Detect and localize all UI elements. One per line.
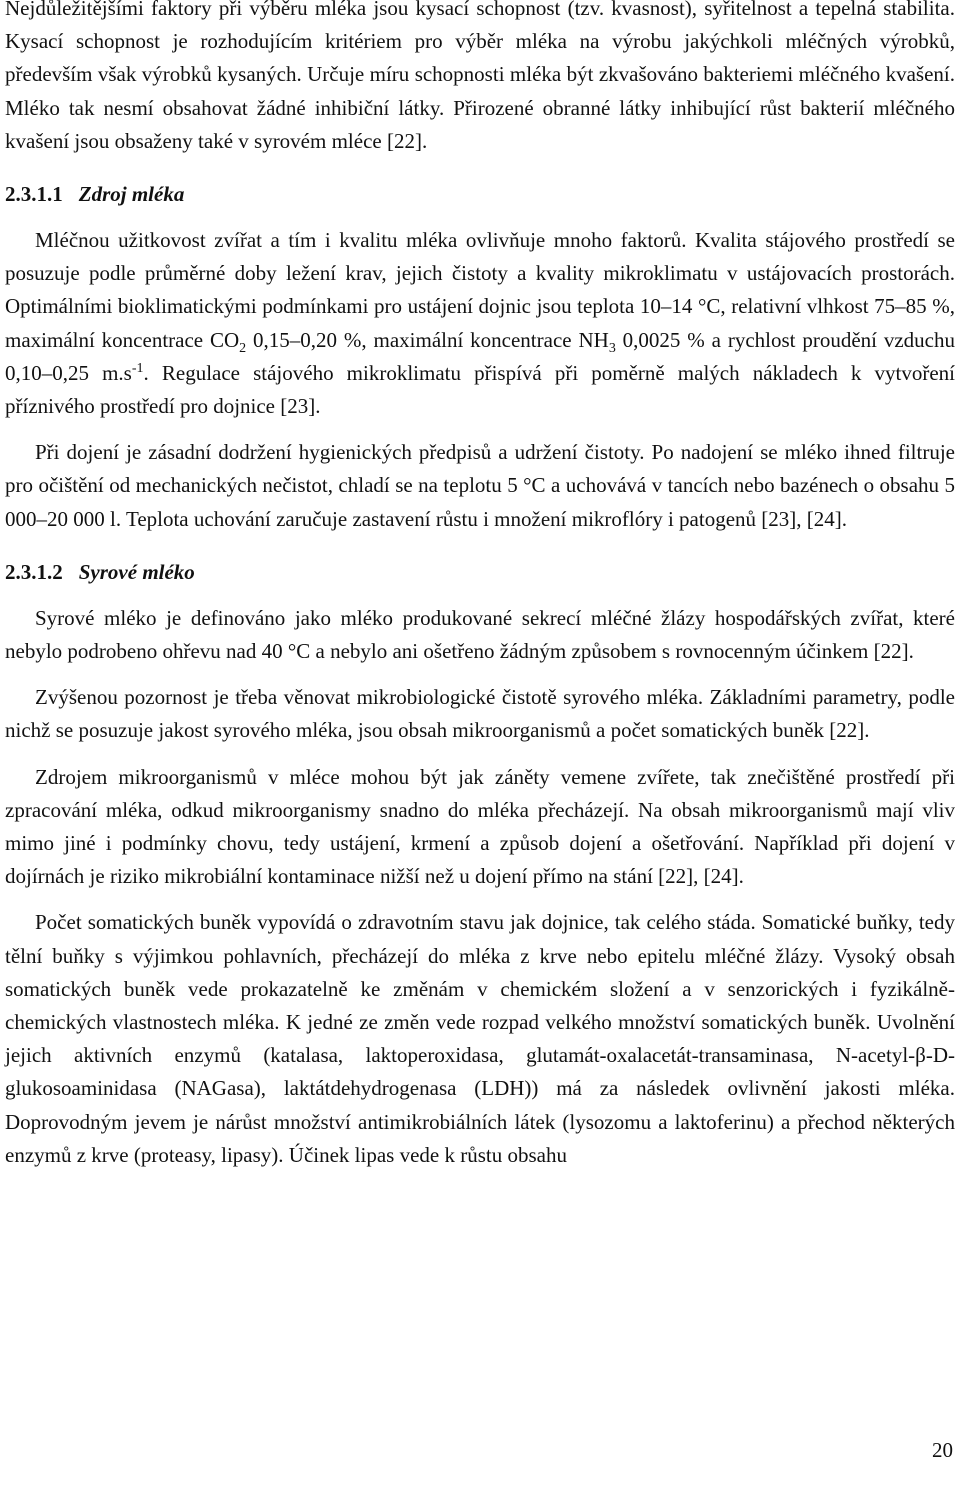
paragraph-milk-selection: Nejdůležitějšími faktory při výběru mléka jsou kysací schopnost (tzv. kvasnost), syřitelnost a tepelná stabilita. Kysací schopnost je rozhodujícím kritériem pro výběr mléka na výrobu jakýchkoli mléčných výrobků, především však výrobků kysaných. Určuje míru schopnosti mléka být zkvašováno bakteriemi mléčného kvašení. Mléko tak nesmí obsahovat žádné inhibiční látky. Přirozené obranné látky inhibující růst bakterií mléčného kvašení jsou obsaženy také v syrovém mléce [22].: [5, 0, 955, 153]
page-number: 20: [932, 1438, 953, 1462]
paragraph-raw-milk-definition: Syrové mléko je definováno jako mléko produkované sekrecí mléčné žlázy hospodářských zvířat, které nebylo podrobeno ohřevu nad 40 °C a nebylo ani ošetřeno žádným způsobem s rovnocenným účinkem [22].: [5, 605, 955, 664]
section-heading-syrove-mleko: [5, 556, 955, 589]
text-body: [5, 0, 955, 1172]
text-run: . Regulace stájového mikroklimatu přispívá při poměrně malých nákladech k vytvoření příznivého prostředí pro dojnice [23].: [5, 360, 955, 419]
text-run: Mléčnou užitkovost zvířat a tím i kvalitu mléka ovlivňuje mnoho faktorů. Kvalita stájového prostředí se posuzuje podle průměrné doby ležení krav, jejich čistoty a kvality mikroklimatu v ustájovacích prostorách. Optimálními bioklimatickými podmínkami pro ustájení dojnic jsou teplota 10–14 °C, relativní vlhkost 75–85 %, maximální koncentrace CO: [5, 228, 955, 352]
section-title: Syrové mléko: [78, 559, 195, 584]
text-run: 0,0025 % a rychlost proudění vzduchu 0,10–0,25 m.s: [5, 327, 956, 385]
text-run: 0,15–0,20 %, maximální koncentrace NH: [246, 327, 609, 352]
paragraph-microorganism-sources: Zdrojem mikroorganismů v mléce mohou být jak záněty vemene zvířete, tak znečištěné prostředí při zpracování mléka, odkud mikroorganismy snadno do mléka přecházejí. Na obsah mikroorganismů mají vliv mimo jiné i podmínky chovu, tedy ustájení, krmení a způsob dojení a ošetřování. Například při dojení v dojírnách je riziko mikrobiální kontaminace nižší než u dojení přímo na stání [22], [24].: [5, 764, 955, 889]
section-number: 2.3.1.2: [5, 559, 63, 584]
paragraph-somatic-cells: Počet somatických buněk vypovídá o zdravotním stavu jak dojnice, tak celého stáda. Somatické buňky, tedy tělní buňky s výjimkou pohlavních, přecházejí do mléka z krve nebo epitelu mléčné žlázy. Vysoký obsah somatických buněk vede prokazatelně ke změnám v chemickém složení a v senzorických i fyzikálně-chemických vlastnostech mléka. K jedné ze změn vede rozpad velkého množství somatických buněk. Uvolnění jejich aktivních enzymů (katalasa, laktoperoxidasa, glutamát-oxalacetát-transaminasa, N-acetyl-β-D-glukosoaminidasa (NAGasa), laktátdehydrogenasa (LDH)) má za následek ovlivnění jakosti mléka. Doprovodným jevem je nárůst množství antimikrobiálních látek (lysozomu a laktoferinu) a přechod některých enzymů z krve (proteasy, lipasy). Účinek lipas vede k růstu obsahu: [5, 910, 955, 1167]
subscript: 3: [608, 340, 616, 356]
paragraph-milking-hygiene: Při dojení je zásadní dodržení hygienických předpisů a udržení čistoty. Po nadojení se mléko ihned filtruje pro očištění od mechanických nečistot, chladí se na teplotu 5 °C a uchovává v tancích nebo bazénech o obsahu 5 000–20 000 l. Teplota uchování zaručuje zastavení růstu i množení mikroflóry i patogenů [23], [24].: [5, 440, 955, 531]
subscript: 2: [239, 340, 247, 356]
section-title: Zdroj mléka: [78, 182, 185, 207]
superscript: -1: [131, 360, 144, 376]
section-heading-zdroj-mleka: [5, 178, 955, 211]
paragraph-stable-environment: [5, 224, 955, 423]
section-number: 2.3.1.1: [5, 182, 63, 207]
paragraph-microbiological-purity: Zvýšenou pozornost je třeba věnovat mikrobiologické čistotě syrového mléka. Základními parametry, podle nichž se posuzuje jakost syrového mléka, jsou obsah mikroorganismů a počet somatických buněk [22].: [5, 685, 955, 743]
